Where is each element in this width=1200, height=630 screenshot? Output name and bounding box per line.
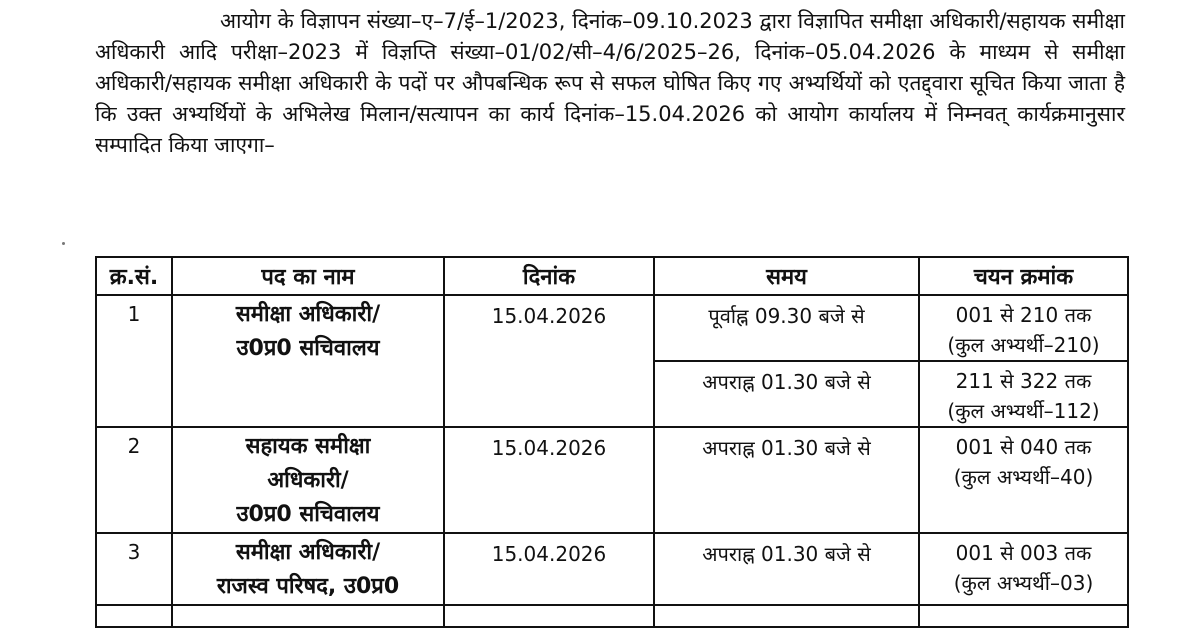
selection-count: (कुल अभ्यर्थी–03) <box>953 571 1094 595</box>
row-selection <box>919 427 1128 533</box>
table-row <box>96 427 1128 533</box>
row-selection <box>919 295 1128 361</box>
row-selection <box>919 533 1128 605</box>
row-time: अपराह्न 01.30 बजे से <box>654 533 919 605</box>
cutoff-cell <box>172 605 444 627</box>
cutoff-cell <box>444 605 654 627</box>
row-post <box>172 533 444 605</box>
row-date: 15.04.2026 <box>444 427 654 533</box>
post-line: समीक्षा अधिकारी/ <box>235 540 381 565</box>
selection-range: 001 से 210 तक <box>955 303 1092 327</box>
header-post: पद का नाम <box>172 257 444 295</box>
row-post <box>172 295 444 427</box>
cutoff-cell <box>96 605 172 627</box>
header-date: दिनांक <box>444 257 654 295</box>
table-row <box>96 533 1128 605</box>
row-sno: 3 <box>96 533 172 605</box>
notice-paragraph <box>95 6 1125 161</box>
row-time: पूर्वाह्न 09.30 बजे से <box>654 295 919 361</box>
post-line: सहायक समीक्षा <box>245 434 371 459</box>
table-header-row <box>96 257 1128 295</box>
selection-range: 211 से 322 तक <box>955 369 1092 393</box>
row-date: 15.04.2026 <box>444 295 654 427</box>
row-selection <box>919 361 1128 427</box>
row-time: अपराह्न 01.30 बजे से <box>654 361 919 427</box>
post-line: समीक्षा अधिकारी/ <box>235 302 381 327</box>
cutoff-cell <box>919 605 1128 627</box>
post-line: उ0प्र0 सचिवालय <box>236 336 380 361</box>
header-sno: क्र.सं. <box>96 257 172 295</box>
selection-range: 001 से 040 तक <box>955 435 1092 459</box>
table-row <box>96 295 1128 361</box>
notice-text: आयोग के विज्ञापन संख्या–ए–7/ई–1/2023, दिनांक–09.10.2023 द्वारा विज्ञापित समीक्षा अधिकारी/सहायक समीक्षा अधिकारी आदि परीक्षा–2023 में विज्ञप्ति संख्या–01/02/सी–4/6/2025–26, दिनांक–05.04.2026 के माध्यम से समीक्षा अधिकारी/सहायक समीक्षा अधिकारी के पदों पर औपबन्धिक रूप से सफल घोषित किए गए अभ्यर्थियों को एतद्द्वारा सूचित किया जाता है कि उक्त अभ्यर्थियों के अभिलेख मिलान/सत्यापन का कार्य दिनांक–15.04.2026 को आयोग कार्यालय में निम्नवत् कार्यक्रमानुसार सम्पादित किया जाएगा– <box>95 9 1125 157</box>
table-row-cutoff <box>96 605 1128 627</box>
schedule-table <box>95 256 1129 628</box>
row-sno: 1 <box>96 295 172 427</box>
selection-count: (कुल अभ्यर्थी–40) <box>953 465 1094 489</box>
row-time: अपराह्न 01.30 बजे से <box>654 427 919 533</box>
schedule-table-container <box>95 256 1127 628</box>
cutoff-cell <box>654 605 919 627</box>
selection-count: (कुल अभ्यर्थी–112) <box>947 399 1100 423</box>
row-post <box>172 427 444 533</box>
selection-count: (कुल अभ्यर्थी–210) <box>947 333 1100 357</box>
row-date: 15.04.2026 <box>444 533 654 605</box>
selection-range: 001 से 003 तक <box>955 541 1092 565</box>
post-line: उ0प्र0 सचिवालय <box>236 502 380 527</box>
header-time: समय <box>654 257 919 295</box>
post-line: अधिकारी/ <box>267 468 349 493</box>
post-line: राजस्व परिषद, उ0प्र0 <box>216 574 400 599</box>
row-sno: 2 <box>96 427 172 533</box>
scan-speck <box>62 242 65 245</box>
header-selection: चयन क्रमांक <box>919 257 1128 295</box>
